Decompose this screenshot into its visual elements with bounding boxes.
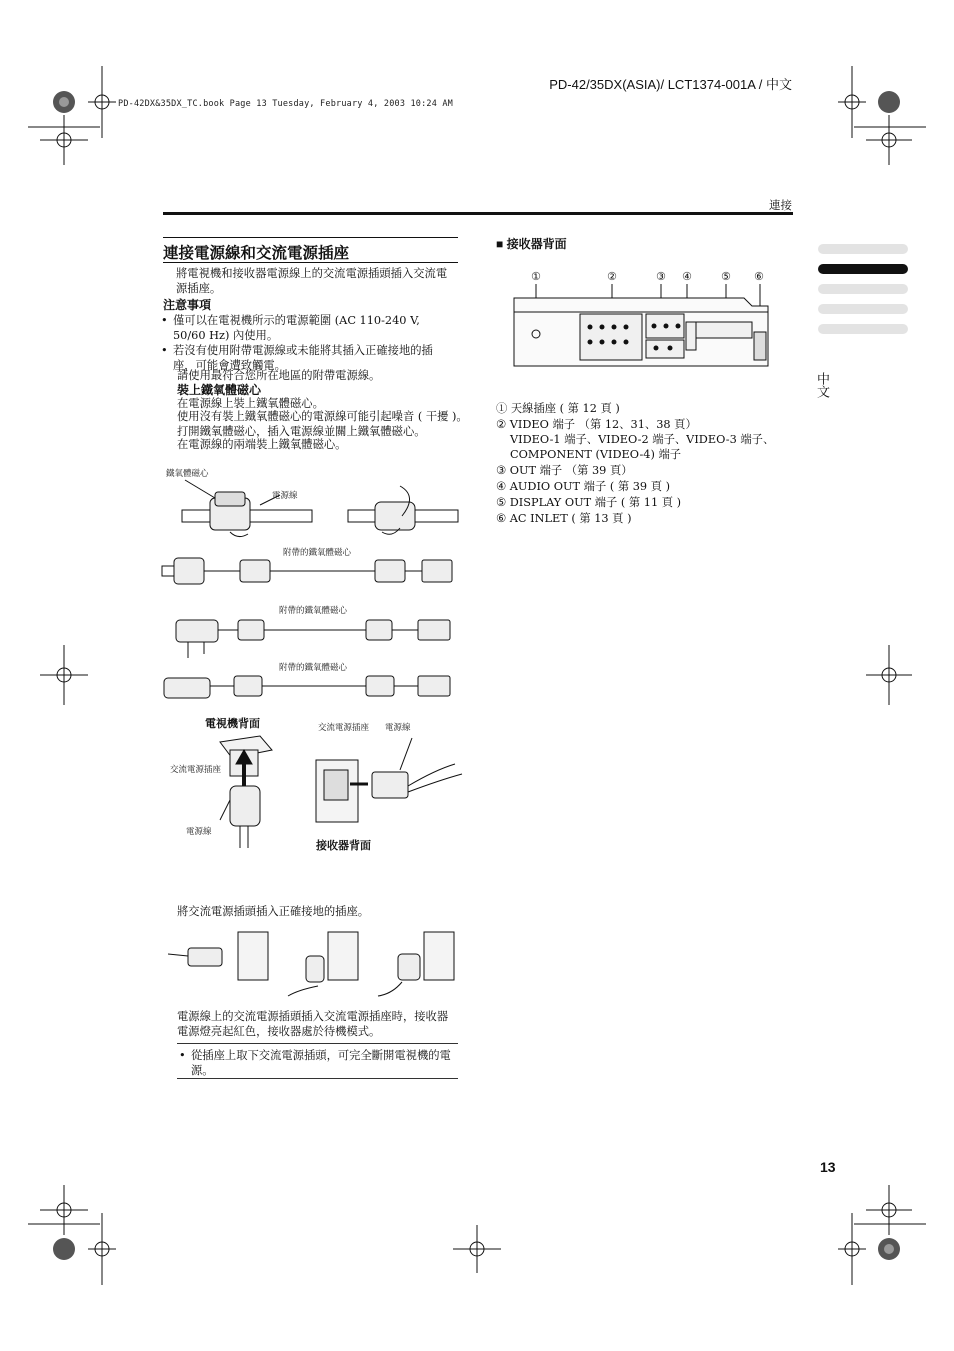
ferrite-line-2: 使用沒有裝上鐵氧體磁心的電源線可能引起噪音 ( 干擾 )。 [177, 410, 468, 423]
note-item: • 從插座上取下交流電源插頭，可完全斷開電視機的電源。 [179, 1049, 451, 1077]
caution-item-2-text: 若沒有使用附帶電源線或未能將其插入正確接地的插座，可能會遭致觸電。 [173, 344, 433, 372]
connection-illustration [200, 730, 465, 852]
receiver-rear-heading [496, 235, 567, 252]
ferrite-line-4: 在電源線的兩端裝上鐵氧體磁心。 [177, 438, 347, 451]
top-rule [163, 212, 793, 215]
ferrite-core-label: 鐵氧體磁心 [166, 469, 209, 479]
callout-5: ⑤ [721, 271, 731, 283]
document-code: PD-42/35DX(ASIA)/ LCT1374-001A / 中文 [549, 77, 792, 92]
ferrite-line-3: 打開鐵氧體磁心，插入電源線並關上鐵氧體磁心。 [177, 425, 426, 438]
callout-1: ① [531, 271, 541, 283]
title-rule-bottom [163, 262, 458, 263]
callout-2: ② [607, 271, 617, 283]
square-bullet-icon: ■ [496, 237, 507, 251]
receiver-terminal-list [496, 401, 786, 526]
terminal-item-1: ① 天線插座 ( 第 12 頁 ) [496, 402, 620, 415]
caution-heading: 注意事項 [163, 298, 212, 312]
ferrite-heading: 裝上鐵氧體磁心 [177, 383, 262, 397]
ferrite-line-1: 在電源線上裝上鐵氧體磁心。 [177, 397, 324, 410]
caution-item-1: • 僅可以在電視機所示的電源範圍 (AC 110-240 V, 50/60 Hz) 內使用。 [161, 314, 420, 342]
plug-in-text: 將交流電源插頭插入正確接地的插座。 [177, 905, 370, 918]
tv-rear-label: 電視機背面 [205, 718, 260, 730]
tab-4 [818, 304, 908, 314]
caution-item-2: • 若沒有使用附帶電源線或未能將其插入正確接地的插座，可能會遭致觸電。 [161, 344, 433, 372]
caution-item-1-text: 僅可以在電視機所示的電源範圍 (AC 110-240 V, 50/60 Hz) 內使用。 [173, 314, 420, 342]
callout-3: ③ [656, 271, 666, 283]
terminal-item-2-line-3: COMPONENT (VIDEO-4) 端子 [510, 448, 682, 461]
file-info-line: PD-42DX&35DX_TC.book Page 13 Tuesday, February 4, 2003 10:24 AM [118, 99, 453, 109]
cord-b-illustration [170, 610, 460, 666]
receiver-rear-caption: 接收器背面 [316, 840, 371, 852]
terminal-item-4: ④ AUDIO OUT 端子 ( 第 39 頁 ) [496, 480, 671, 493]
supplied-ferrite-label-2: 附帶的鐵氧體磁心 [279, 606, 348, 616]
page-number: 13 [820, 1159, 836, 1175]
receiver-rear-panel-illustration [510, 282, 775, 372]
tab-5 [818, 324, 908, 334]
section-tabs [818, 244, 908, 344]
terminal-item-2: ② VIDEO 端子 （第 12、31、38 頁） [496, 418, 697, 431]
terminal-item-6: ⑥ AC INLET ( 第 13 頁 ) [496, 512, 632, 525]
intro-text: 將電視機和接收器電源線上的交流電源插頭插入交流電源插座。 [176, 267, 448, 295]
after-plug-in-text: 電源線上的交流電源插頭插入交流電源插座時，接收器電源燈亮起紅色，接收器處於待機模式。 [177, 1010, 449, 1038]
terminal-item-2-line-2: VIDEO-1 端子、VIDEO-2 端子、VIDEO-3 端子、 [510, 433, 775, 446]
callout-6: ⑥ [754, 271, 764, 283]
cord-a-illustration [160, 552, 460, 592]
note-rule-top [177, 1043, 458, 1044]
power-cord-label-1: 電源線 [272, 491, 298, 501]
tv-power-cord-label: 電源線 [186, 827, 212, 837]
outlet-illustrations [168, 926, 460, 1002]
note-item-text: 從插座上取下交流電源插頭，可完全斷開電視機的電源。 [191, 1049, 451, 1077]
caution-item-2b: 請使用最符合您所在地區的附帶電源線。 [177, 369, 381, 382]
tab-3 [818, 284, 908, 294]
supplied-ferrite-label-3: 附帶的鐵氧體磁心 [279, 663, 348, 673]
supplied-ferrite-label-1: 附帶的鐵氧體磁心 [283, 548, 352, 558]
receiver-rear-heading-text: 接收器背面 [506, 237, 567, 251]
section-title: 連接電源線和交流電源插座 [163, 245, 350, 262]
terminal-item-5: ⑤ DISPLAY OUT 端子 ( 第 11 頁 ) [496, 496, 682, 509]
note-rule-bottom [177, 1078, 458, 1079]
section-tag: 連接 [769, 200, 792, 212]
cord-c-illustration [162, 668, 460, 708]
receiver-power-cord-label: 電源線 [385, 723, 411, 733]
side-language-label: 中文 [815, 372, 830, 398]
terminal-item-3: ③ OUT 端子 （第 39 頁） [496, 464, 633, 477]
receiver-ac-inlet-label: 交流電源插座 [318, 723, 370, 733]
tv-ac-inlet-label: 交流電源插座 [170, 765, 222, 775]
callout-4: ④ [682, 271, 692, 283]
title-rule-top [163, 237, 458, 238]
tab-2-active [818, 264, 908, 274]
tab-1 [818, 244, 908, 254]
